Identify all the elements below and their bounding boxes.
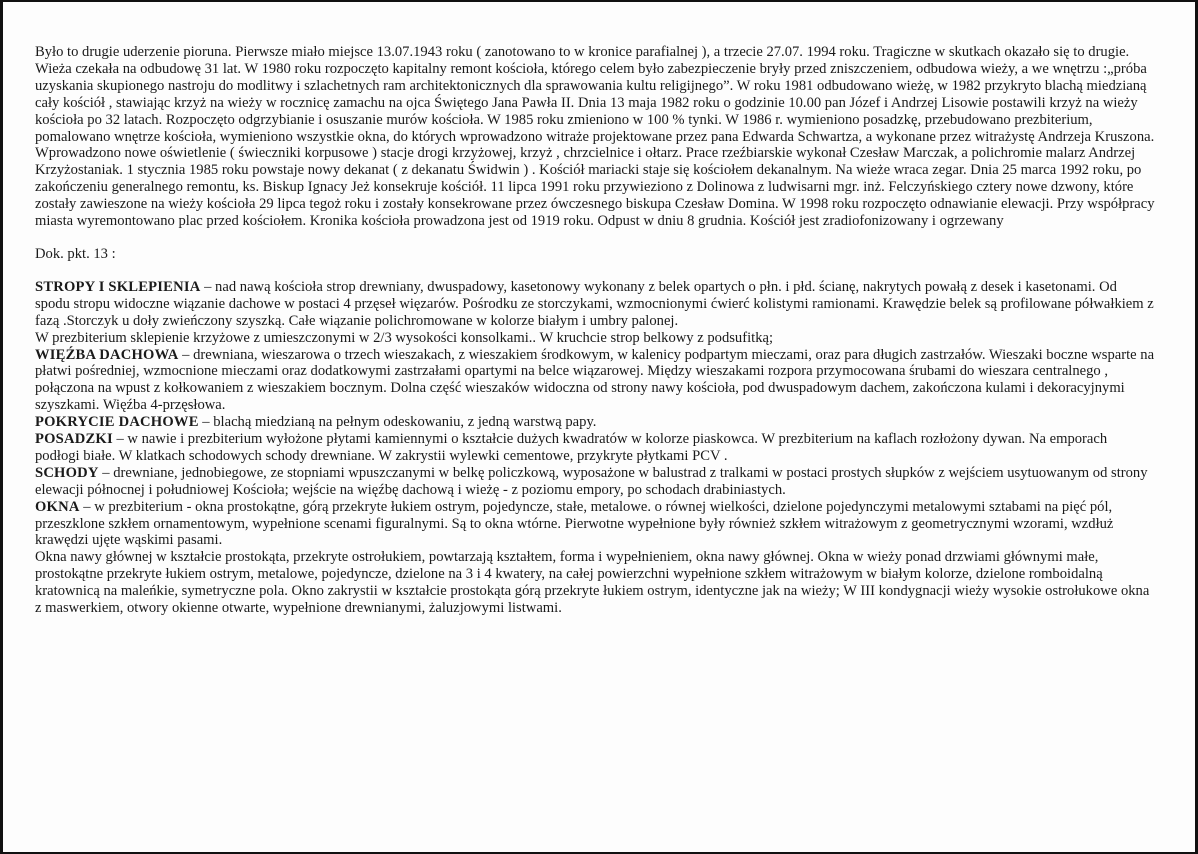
section-prezbiterium [35,330,1155,347]
section-heading: SCHODY [35,464,99,481]
section-heading: STROPY I SKLEPIENIA [35,278,201,295]
section-okna [35,499,1155,550]
section-posadzki [35,431,1155,465]
section-okna-nawy [35,549,1155,617]
section-text: – nad nawą kościoła strop drewniany, dwuspadowy, kasetonowy wykonany z belek opartych o płn. i płd. ścianę, nakrytych powałą z desek i kasetonami. Od spodu stropu widoczne wiązanie dachowe w postaci 4 przęseł więzarów. Pośrodku ze storczykami, wzmocnionymi ćwierć kolistymi ramionami. Krawędzie belek są profilowane półwałkiem z fazą .Storczyk u doły zwieńczony szyszką. Całe wiązanie polichromowane w kolorze białym i umbry palonej. [35,278,1154,329]
section-pokrycie [35,414,1155,431]
section-schody [35,465,1155,499]
section-text: – w prezbiterium - okna prostokątne, górą przekryte łukiem ostrym, pojedyncze, stałe, metalowe. o równej wielkości, dzielone pojedynczymi metalowymi sztabami na pięć pól, przeszklone szkłem ornamentowym, wypełnione scenami figuralnymi. Są to okna wtórne. Pierwotne wypełnione były również szkłem witrażowym z geometrycznymi wzorami, wzdłuż krawędzi ujęte wąskimi pasami. [35,498,1114,549]
section-heading: WIĘŹBA DACHOWA [35,346,179,363]
section-stropy [35,279,1155,330]
section-text: – w nawie i prezbiterium wyłożone płytami kamiennymi o kształcie dużych kwadratów w kolorze piaskowca. W prezbiterium na kaflach rozłożony dywan. Na emporach podłogi białe. W klatkach schodowych schody drewniane. W zakrystii wylewki cementowe, przykryte płytkami PCV . [35,431,1108,464]
section-text: Okna nawy głównej w kształcie prostokąta, przekryte ostrołukiem, powtarzają kształtem, forma i wypełnieniem, okna nawy głównej. Okna w wieży ponad drzwiami głównymi małe, prostokątne przekryte łukiem ostrym, metalowe, pojedyncze, dzielone na 3 i 4 kwatery, na całej powierzchni wypełnione szkłem witrażowym w białym kolorze, dzielone romboidalną kratownicą na maleńkie, symetryczne pola. Okno zakrystii w kształcie prostokąta górą przekryte łukiem ostrym, identyczne jak na wieży; W III kondygnacji wieży wysokie ostrołukowe okna z maswerkiem, otwory okienne otwarte, wypełnione drewnianymi, żaluzjowymi listwami. [35,549,1150,617]
section-text: – drewniana, wieszarowa o trzech wieszakach, z wieszakiem środkowym, w kalenicy podpartym mieczami, oraz para długich zastrzałów. Wieszaki boczne wsparte na płatwi pośredniej, wzmocnione mieczami oraz dodatkowymi zastrzałami opartymi na belce wiązarowej. Między wieszakami rozpora przymocowana śrubami do wieszara centralnego , połączona na wpust z kołkowaniem z wieszakiem bocznym. Dolna część wieszaków widoczna od strony nawy kościoła, pod dwuspadowym dachem, zakończona kulami i dekoracyjnymi szyszkami. Więźba 4-przęsłowa. [35,346,1155,414]
section-heading: POKRYCIE DACHOWE [35,414,199,431]
section-heading: OKNA [35,498,80,515]
section-text: W prezbiterium sklepienie krzyżowe z umieszczonymi w 2/3 wysokości konsolkami.. W kruchcie strop belkowy z podsufitką; [35,329,774,346]
section-text: – blachą miedzianą na pełnym odeskowaniu, z jedną warstwą papy. [198,414,597,431]
document-body [35,44,1155,617]
section-wiezba [35,347,1155,415]
section-text: – drewniane, jednobiegowe, ze stopniami wpuszczanymi w belkę policzkową, wyposażone w balustrad z tralkami w postaci prostych słupków z wejściem usytuowanym od strony elewacji północnej i południowej Kościoła; wejście na więźbę dachową i wieżę - z poziomu empory, po schodach drabiniastych. [35,464,1148,498]
intro-paragraph: Było to drugie uderzenie pioruna. Pierwsze miało miejsce 13.07.1943 roku ( zanotowano to w kronice parafialnej ), a trzecie 27.07. 1994 roku. Tragiczne w skutkach okazało się to drugie. Wieża czekała na odbudowę 31 lat. W 1980 roku rozpoczęto kapitalny remont kościoła, którego celem było zabezpieczenie bryły przed zniszczeniem, odbudowa wieży, a we wnętrzu :„próba uzyskania skupionego nastroju do modlitwy i szlachetnych ram architektonicznych dla sprawowania kultu religijnego”. W roku 1981 odbudowano wieżę, w 1982 przykryto blachą miedzianą cały kościół , stawiając krzyż na wieży w rocznicę zamachu na ojca Świętego Jana Pawła II. Dnia 13 maja 1982 roku o godzinie 10.00 pan Józef i Andrzej Lisowie postawili krzyż na wieży kościoła po 32 latach. Rozpoczęto odgrzybianie i osuszanie murów kościoła. W 1985 roku zmieniono w 100 % tynki. W 1986 r. wymieniono posadzkę, przebudowano prezbiterium, pomalowano wnętrze kościoła, wymieniono wszystkie okna, do których wprowadzono witraże projektowane przez pana Edwarda Schwartza, a wykonane przez witrażystę Andrzeja Kruszona. Wprowadzono nowe oświetlenie ( świeczniki korpusowe ) stacje drogi krzyżowej, krzyż , chrzcielnice i ołtarz. Prace rzeźbiarskie wykonał Czesław Marczak, a polichromie malarz Andrzej Krzyżostaniak. 1 stycznia 1985 roku powstaje nowy dekanat ( z dekanatu Świdwin ) . Kościół mariacki staje się kościołem dekanalnym. Na wieże wraca zegar. Dnia 25 marca 1992 roku, po zakończeniu generalnego remontu, ks. Biskup Ignacy Jeż konsekruje kościół. 11 lipca 1991 roku przywieziono z Dolinowa z ludwisarni mgr. inż. Felczyńskiego cztery nowe dzwony, które zostały zawieszone na wieży kościoła 29 lipca tegoż roku i zostały konsekrowane przez ówczesnego biskupa Czesław Domina. W 1998 roku rozpoczęto odnawianie elewacji. Przy współpracy miasta wyremontowano plac przed kościołem. Kronika kościoła prowadzona jest od 1919 roku. Odpust w dniu 8 grudnia. Kościół jest zradiofonizowany i ogrzewany [35,44,1155,230]
section-heading: POSADZKI [35,431,113,448]
point-label: Dok. pkt. 13 : [35,245,116,262]
